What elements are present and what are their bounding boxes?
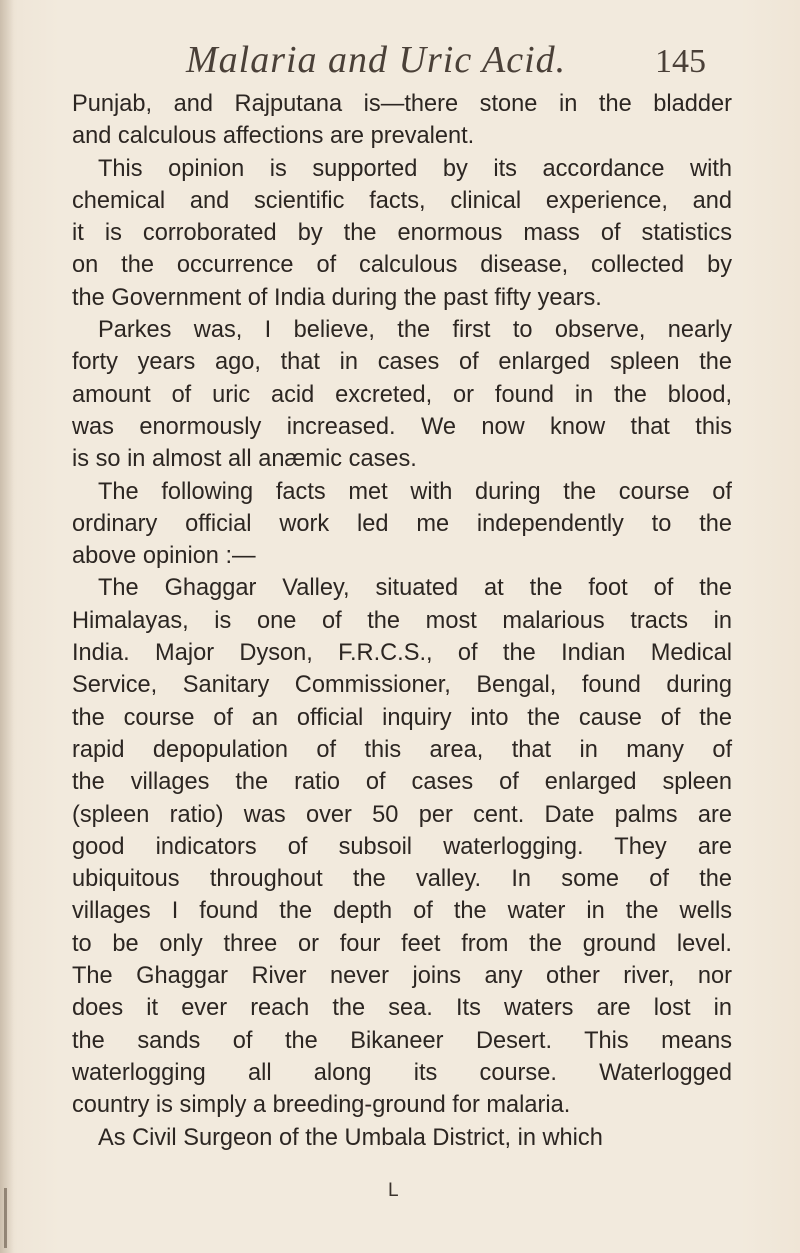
text-line: waterlogging all along its course. Waterlogged (72, 1059, 732, 1086)
text-line: The Ghaggar River never joins any other river, nor (72, 963, 732, 990)
text-line: forty years ago, that in cases of enlarged spleen the (72, 349, 732, 376)
text-line: chemical and scientific facts, clinical experience, and (72, 187, 732, 214)
text-line: to be only three or four feet from the ground level. (72, 930, 732, 957)
text-line: Service, Sanitary Commissioner, Bengal, found during (72, 672, 732, 699)
text-line: Himalayas, is one of the most malarious tracts in (72, 607, 732, 634)
text-line: country is simply a breeding-ground for malaria. (72, 1092, 571, 1119)
running-head (186, 38, 706, 88)
paragraph (72, 572, 732, 1121)
text-line: (spleen ratio) was over 50 per cent. Date palms are (72, 801, 732, 828)
text-line: amount of uric acid excreted, or found in the blood, (72, 381, 732, 408)
text-line: As Civil Surgeon of the Umbala District, in which (98, 1124, 603, 1151)
page-edge-mark (4, 1188, 7, 1248)
text-line: This opinion is supported by its accordance with (98, 155, 732, 182)
text-line: is so in almost all anæmic cases. (72, 446, 417, 473)
text-line: it is corroborated by the enormous mass of statistics (72, 220, 732, 247)
paragraph (72, 476, 732, 573)
text-line: was enormously increased. We now know that this (72, 413, 732, 440)
paragraph (72, 1122, 732, 1154)
signature-mark: L (388, 1180, 399, 1201)
text-line: on the occurrence of calculous disease, collected by (72, 252, 732, 279)
text-line: Parkes was, I believe, the first to observe, nearly (98, 317, 732, 344)
running-title: Malaria and Uric Acid. (186, 39, 567, 81)
text-line: ordinary official work led me independently to the (72, 510, 732, 537)
text-line: above opinion :— (72, 543, 256, 570)
paragraph (72, 88, 732, 153)
text-line: rapid depopulation of this area, that in many of (72, 736, 732, 763)
text-line: and calculous affections are prevalent. (72, 123, 475, 150)
text-line: the course of an official inquiry into the cause of the (72, 704, 732, 731)
text-line: The following facts met with during the course of (98, 478, 732, 505)
text-line: ubiquitous throughout the valley. In some of the (72, 866, 732, 893)
text-line: Punjab, and Rajputana is—there stone in the bladder (72, 91, 732, 117)
spine-shadow (0, 0, 14, 1253)
text-line: India. Major Dyson, F.R.C.S., of the Indian Medical (72, 640, 732, 667)
page-number: 145 (655, 43, 706, 80)
text-line: the Government of India during the past fifty years. (72, 284, 602, 311)
text-line: The Ghaggar Valley, situated at the foot of the (98, 575, 732, 602)
text-line: the villages the ratio of cases of enlarged spleen (72, 769, 732, 796)
paragraph (72, 314, 732, 475)
paragraph (72, 153, 732, 314)
text-line: the sands of the Bikaneer Desert. This means (72, 1027, 732, 1054)
body-text (72, 88, 732, 1154)
text-line: villages I found the depth of the water in the wells (72, 898, 732, 925)
text-line: good indicators of subsoil waterlogging. They are (72, 833, 732, 860)
text-line: does it ever reach the sea. Its waters are lost in (72, 995, 732, 1022)
